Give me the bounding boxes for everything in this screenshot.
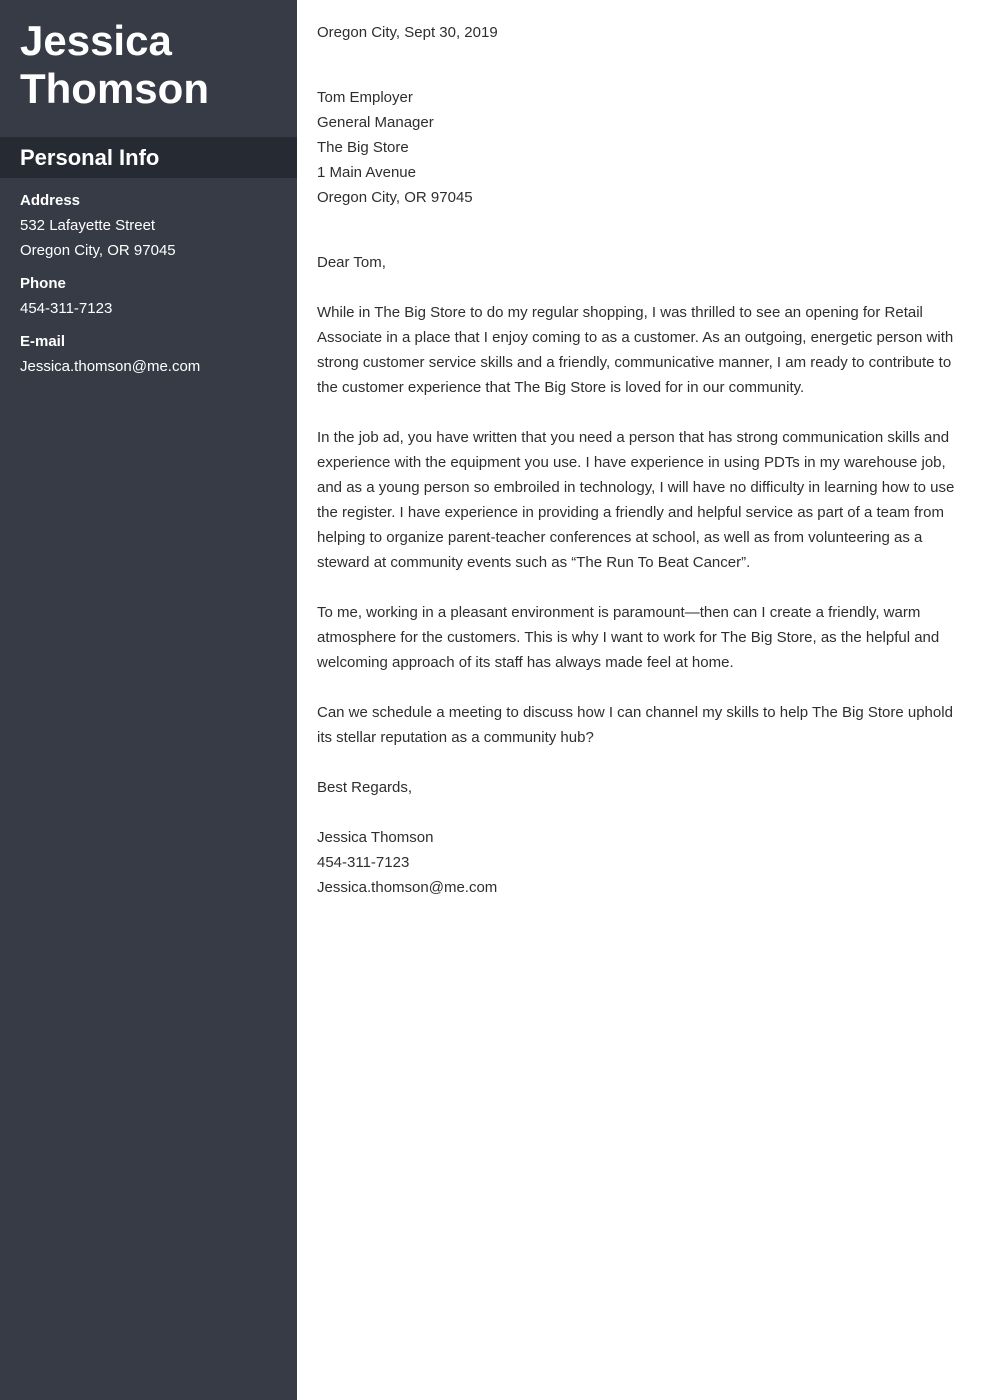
applicant-first-name: Jessica <box>20 17 172 64</box>
recipient-city: Oregon City, OR 97045 <box>317 189 473 206</box>
phone-group <box>20 271 277 321</box>
address-label: Address <box>20 192 81 209</box>
letter-body <box>297 0 990 1400</box>
signature-name: Jessica Thomson <box>317 829 434 846</box>
address-line-2: Oregon City, OR 97045 <box>20 242 176 259</box>
email-value: Jessica.thomson@me.com <box>20 358 201 375</box>
recipient-block <box>317 85 960 210</box>
paragraph-4: Can we schedule a meeting to discuss how I can channel my skills to help The Big Store uphold its stellar reputation as a community hub? <box>317 704 953 746</box>
address-line-1: 532 Lafayette Street <box>20 217 156 234</box>
email-label: E-mail <box>20 333 66 350</box>
phone-label: Phone <box>20 275 66 292</box>
recipient-name: Tom Employer <box>317 89 413 106</box>
personal-info <box>0 178 297 379</box>
letter-date: Oregon City, Sept 30, 2019 <box>317 24 498 41</box>
applicant-last-name: Thomson <box>20 65 209 112</box>
closing: Best Regards, <box>317 779 413 796</box>
personal-info-header: Personal Info <box>0 137 297 178</box>
signature-block <box>317 825 960 900</box>
salutation: Dear Tom, <box>317 254 386 271</box>
address-group <box>20 188 277 263</box>
signature-email: Jessica.thomson@me.com <box>317 879 498 896</box>
sidebar <box>0 0 297 1400</box>
recipient-street: 1 Main Avenue <box>317 164 416 181</box>
recipient-title: General Manager <box>317 114 434 131</box>
paragraph-1: While in The Big Store to do my regular shopping, I was thrilled to see an opening for Retail Associate in a place that I enjoy coming to as a customer. As an outgoing, energetic person with strong customer service skills and a friendly, communicative manner, I am ready to contribute to the customer experience that The Big Store is loved for in our community. <box>317 304 954 396</box>
email-group <box>20 329 277 379</box>
signature-phone: 454-311-7123 <box>317 854 410 871</box>
paragraph-3: To me, working in a pleasant environment is paramount—then can I create a friendly, warm atmosphere for the customers. This is why I want to work for The Big Store, as the helpful and welcoming approach of its staff has always made feel at home. <box>317 604 940 671</box>
recipient-company: The Big Store <box>317 139 409 156</box>
phone-value: 454-311-7123 <box>20 300 113 317</box>
paragraph-2: In the job ad, you have written that you need a person that has strong communication skills and experience with the equipment you use. I have experience in using PDTs in my warehouse job, and as a young person so embroiled in technology, I will have no difficulty in learning how to use the register. I have experience in providing a friendly and helpful service as part of a team from helping to organize parent-teacher conferences at school, as well as from volunteering as a steward at community events such as “The Run To Beat Cancer”. <box>317 429 955 571</box>
applicant-name <box>0 0 297 113</box>
